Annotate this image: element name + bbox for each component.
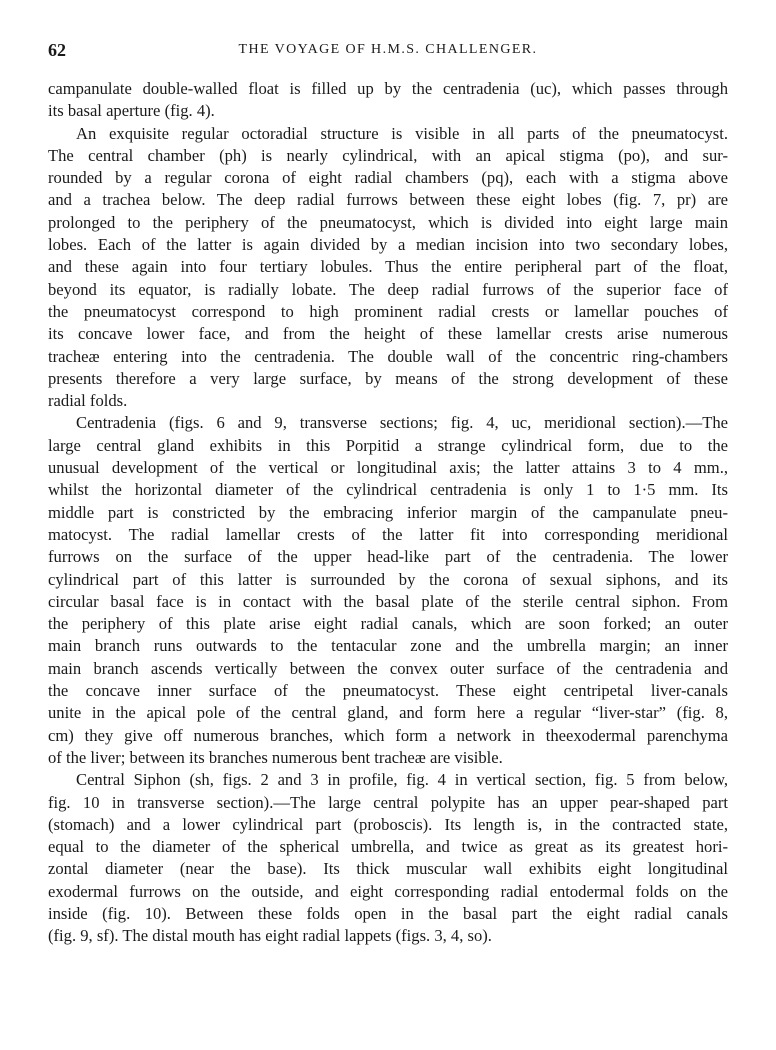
- page-header: [48, 40, 728, 66]
- text-line: furrows on the surface of the upper head-like part of the centradenia. The lower: [48, 547, 728, 567]
- text-line: middle part is constricted by the embracing inferior margin of the campanulate pneu-: [48, 502, 728, 522]
- text-line: its basal aperture (fig. 4).: [48, 101, 215, 121]
- text-line: the concave inner surface of the pneumatocyst. These eight centripetal liver-canals: [48, 681, 728, 701]
- text-line: inside (fig. 10). Between these folds open in the basal part the eight radial canals: [48, 903, 728, 923]
- paragraph-p2: [48, 123, 728, 413]
- text-line: the pneumatocyst correspond to high prominent radial crests or lamellar pouches of: [48, 301, 728, 321]
- text-line: The central chamber (ph) is nearly cylindrical, with an apical stigma (po), and sur-: [48, 145, 728, 165]
- paragraph-p3: [48, 412, 728, 769]
- text-line: and a trachea below. The deep radial furrows between these eight lobes (fig. 7, pr) are: [48, 190, 728, 210]
- text-line: of the liver; between its branches numerous bent tracheæ are visible.: [48, 747, 503, 767]
- text-line: unusual development of the vertical or longitudinal axis; the latter attains 3 to 4 mm.,: [48, 458, 728, 478]
- text-line: (fig. 9, sf). The distal mouth has eight radial lappets (figs. 3, 4, so).: [48, 926, 492, 946]
- text-line: unite in the apical pole of the central gland, and form here a regular “liver-star” (fig. 8,: [48, 703, 728, 723]
- text-line: zontal diameter (near the base). Its thick muscular wall exhibits eight longitudinal: [48, 859, 728, 879]
- text-line: exodermal furrows on the outside, and eight corresponding radial entodermal folds on the: [48, 881, 728, 901]
- running-title: THE VOYAGE OF H.M.S. CHALLENGER.: [238, 42, 538, 57]
- document-page: [48, 40, 728, 948]
- text-line: matocyst. The radial lamellar crests of the latter fit into corresponding meridional: [48, 524, 728, 544]
- text-line: prolonged to the periphery of the pneumatocyst, which is divided into eight large main: [48, 212, 728, 232]
- text-line: presents therefore a very large surface, by means of the strong development of these: [48, 368, 728, 388]
- text-line: large central gland exhibits in this Porpitid a strange cylindrical form, due to the: [48, 435, 728, 455]
- body-text: [48, 78, 728, 948]
- text-line: equal to the diameter of the spherical umbrella, and twice as great as its greatest hori-: [48, 837, 728, 857]
- text-line: main branch runs outwards to the tentacular zone and the umbrella margin; an inner: [48, 636, 728, 656]
- text-line: main branch ascends vertically between the convex outer surface of the centradenia and: [48, 658, 728, 678]
- text-line: cm) they give off numerous branches, which form a network in theexodermal parenchyma: [48, 725, 728, 745]
- text-line: circular basal face is in contact with the basal plate of the sterile central siphon. From: [48, 591, 728, 611]
- text-line: the periphery of this plate arise eight radial canals, which are soon forked; an outer: [48, 614, 728, 634]
- text-line: and these again into four tertiary lobules. Thus the entire peripheral part of the float,: [48, 257, 728, 277]
- paragraph-p4: [48, 769, 728, 947]
- text-line: Centradenia (figs. 6 and 9, transverse sections; fig. 4, uc, meridional section).—The: [76, 413, 728, 433]
- text-line: beyond its equator, is radially lobate. The deep radial furrows of the superior face of: [48, 279, 728, 299]
- text-line: lobes. Each of the latter is again divided by a median incision into two secondary lobes,: [48, 235, 728, 255]
- paragraph-p1: [48, 78, 728, 123]
- text-line: tracheæ entering into the centradenia. The double wall of the concentric ring-chambers: [48, 346, 728, 366]
- text-line: campanulate double-walled float is filled up by the centradenia (uc), which passes through: [48, 79, 728, 98]
- text-line: (stomach) and a lower cylindrical part (proboscis). Its length is, in the contracted state,: [48, 814, 728, 834]
- text-line: cylindrical part of this latter is surrounded by the corona of sexual siphons, and its: [48, 569, 728, 589]
- text-line: its concave lower face, and from the height of these lamellar crests arise numerous: [48, 324, 728, 344]
- text-line: fig. 10 in transverse section).—The large central polypite has an upper pear-shaped part: [48, 792, 728, 812]
- text-line: radial folds.: [48, 391, 128, 411]
- page-number: 62: [48, 40, 66, 60]
- text-line: An exquisite regular octoradial structure is visible in all parts of the pneumatocyst.: [76, 123, 728, 143]
- text-line: rounded by a regular corona of eight radial chambers (pq), each with a stigma above: [48, 168, 728, 188]
- text-line: Central Siphon (sh, figs. 2 and 3 in profile, fig. 4 in vertical section, fig. 5 from below,: [76, 770, 728, 790]
- text-line: whilst the horizontal diameter of the cylindrical centradenia is only 1 to 1·5 mm. Its: [48, 480, 728, 500]
